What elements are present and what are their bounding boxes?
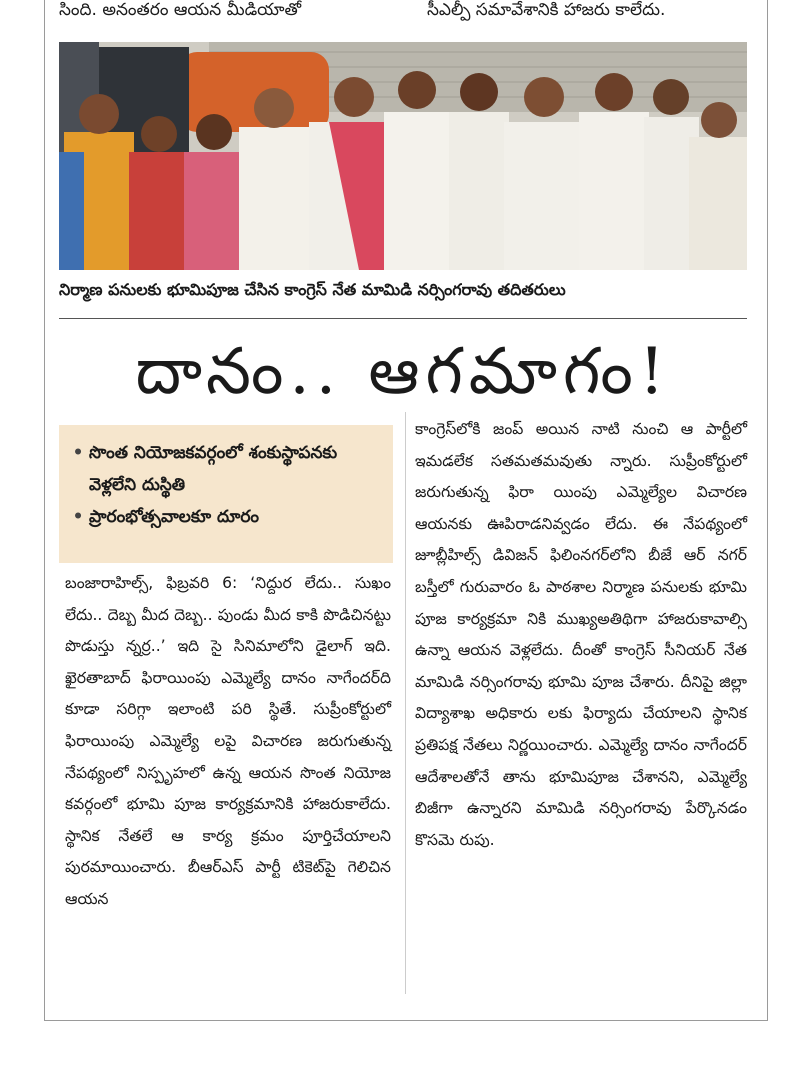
group-photo-illustration: [59, 42, 747, 270]
highlight-item: • ప్రారంభోత్సవాలకూ దూరం: [67, 501, 385, 533]
snippet-right: సీఎల్పీ సమావేశానికి హాజరు కాలేదు.: [427, 0, 666, 20]
highlight-item: • సొంత నియోజకవర్గంలో శంకుస్థాపనకు వెళ్లలేని దుస్థితి: [67, 437, 385, 501]
article-body-right-column: [415, 414, 747, 856]
highlights-box: [59, 425, 393, 563]
bullet-icon: •: [72, 507, 84, 527]
body-text-right: కాంగ్రెస్‌లోకి జంప్ అయిన నాటి నుంచి ఆ పార్టీలో ఇమడలేక సతమతమవుతు న్నారు. సుప్రీంకోర్టులో జరుగుతున్న ఫిరా యింపు ఎమ్మెల్యేల విచారణ ఆయనకు ఊపిరాడనివ్వడం లేదు. ఈ నేపథ్యంలో జూబ్లీహిల్స్ డివిజన్ ఫిలింనగర్‌లోని బీజే ఆర్ నగర్ బస్తీలో గురువారం ఓ పాఠశాల నిర్మాణ పనులకు భూమి పూజ కార్యక్రమా నికి ముఖ్యఅతిథిగా హాజరుకావాల్సి ఉన్నా ఆయన వెళ్లలేదు. దీంతో కాంగ్రెస్ సీనియర్ నేత మామిడి నర్సింగరావు భూమి పూజ చేశారు. దీనిపై జిల్లా విద్యాశాఖ అధికారు లకు ఫిర్యాదు చేయాలని స్థానిక ప్రతిపక్ష నేతలు నిర్ణయించారు. ఎమ్మెల్యే దానం నాగేందర్ ఆదేశాలతోనే తాను భూమిపూజ చేశానని, ఎమ్మెల్యే బిజీగా ఉన్నారని మామిడి నర్సింగరావు పేర్కొనడం కొసమె రుపు.: [415, 420, 747, 849]
body-text-left: బంజారాహిల్స్, ఫిబ్రవరి 6: ‘నిద్దుర లేదు.. సుఖం లేదు.. దెబ్బ మీద దెబ్బ.. పుండు మీద కాకి పొడిచినట్టు పొడుస్తు న్నర్ర..’ ఇది సై సినిమాలోని డైలాగ్ ఇది. ఖైరతాబాద్ ఫిరాయింపు ఎమ్మెల్యే దానం నాగేందర్‌ది కూడా సరిగ్గా ఇలాంటి పరి స్థితే. సుప్రీంకోర్టులో ఫిరాయింపు ఎమ్మెల్యే లపై విచారణ జరుగుతున్న నేపథ్యంలో నిస్పృహలో ఉన్న ఆయన సొంత నియోజ కవర్గంలో భూమి పూజ కార్యక్రమానికి హాజరుకాలేదు. స్థానిక నేతలే ఆ కార్య క్రమం పూర్తిచేయాలని పురమాయించారు. బీఆర్‌ఎస్ పార్టీ టికెట్‌పై గెలిచిన ఆయన: [65, 574, 391, 908]
newspaper-clipping: [44, 0, 768, 1021]
news-photo: [59, 42, 747, 270]
article-body-left-column: [65, 568, 391, 916]
article-headline: దానం.. ఆగమాగం!: [135, 335, 671, 409]
divider-line: [59, 318, 747, 319]
snippet-left: సింది. అనంతరం ఆయన మీడియాతో: [59, 0, 302, 20]
photo-caption: నిర్మాణ పనులకు భూమిపూజ చేసిన కాంగ్రెస్ నేత మామిడి నర్సింగరావు తదితరులు: [59, 280, 566, 299]
bullet-icon: •: [72, 443, 84, 463]
previous-article-snippet: [55, 0, 755, 32]
column-divider: [405, 412, 406, 994]
